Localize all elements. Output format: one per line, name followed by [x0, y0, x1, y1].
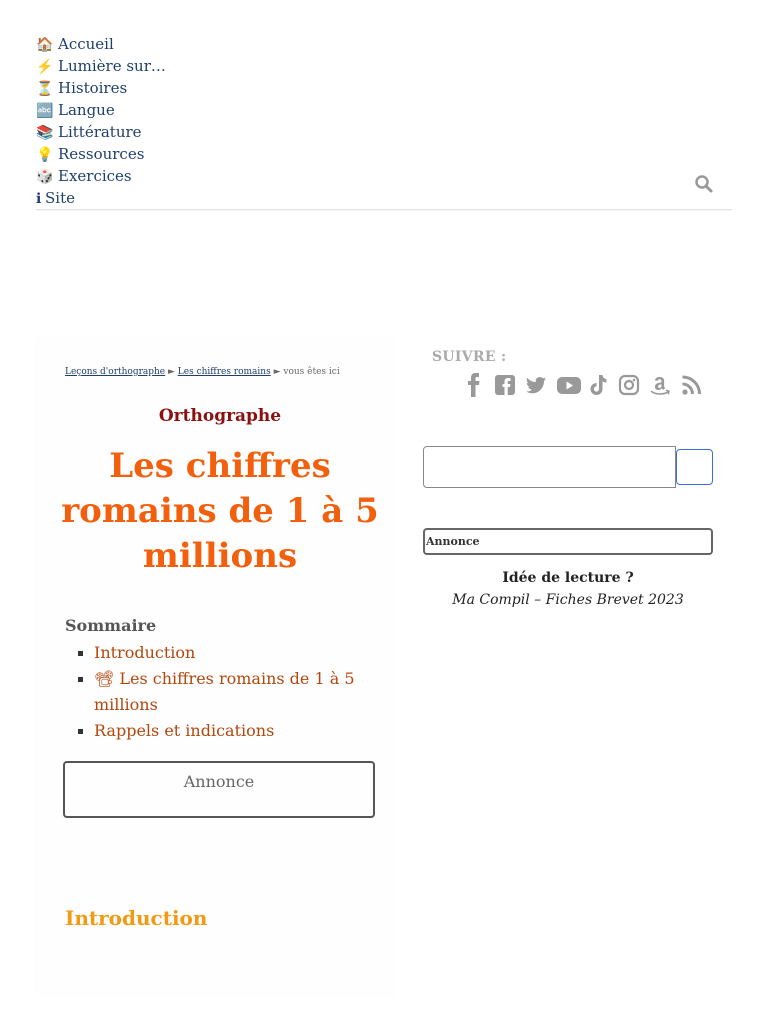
nav-item-histoires[interactable]: [36, 78, 732, 100]
social-links: [463, 373, 702, 397]
rss-icon[interactable]: [680, 373, 702, 397]
search-submit-button[interactable]: [676, 449, 713, 485]
toc-title: Sommaire: [65, 616, 157, 635]
nav-item-label: Langue: [58, 101, 115, 119]
toc-item-rappels[interactable]: Rappels et indications: [94, 718, 384, 744]
page-title: Les chiffres romains de 1 à 5 millions: [61, 446, 379, 576]
twitter-icon[interactable]: [525, 373, 547, 397]
nav-item-exercices[interactable]: [36, 166, 732, 188]
nav-item-site[interactable]: [36, 188, 732, 210]
toc-item-introduction[interactable]: Introduction: [94, 640, 384, 666]
nav-item-label: Lumière sur…: [58, 57, 166, 75]
nav-item-label: Exercices: [58, 167, 132, 185]
toc-item-chiffres-romains[interactable]: 📽 Les chiffres romains de 1 à 5 millions: [94, 666, 384, 718]
breadcrumb: [65, 367, 340, 377]
tiktok-icon[interactable]: [587, 373, 609, 397]
reading-idea-book[interactable]: Ma Compil – Fiches Brevet 2023: [452, 592, 684, 608]
amazon-icon[interactable]: [649, 373, 671, 397]
instagram-icon[interactable]: [618, 373, 640, 397]
article: [36, 336, 394, 996]
nav-item-label: Littérature: [58, 123, 142, 141]
youtube-icon[interactable]: [556, 373, 578, 397]
search-input[interactable]: [423, 446, 676, 488]
lightning-icon: ⚡: [36, 59, 54, 75]
info-icon: ℹ: [36, 191, 42, 207]
table-of-contents: [94, 640, 384, 744]
nav-item-label: Histoires: [58, 79, 128, 97]
nav-item-accueil[interactable]: [36, 34, 732, 56]
breadcrumb-current: vous êtes ici: [283, 367, 340, 377]
search-icon[interactable]: [694, 174, 714, 194]
home-icon: 🏠: [36, 37, 54, 53]
breadcrumb-link-chiffres[interactable]: Les chiffres romains: [177, 367, 271, 377]
books-icon: 📚: [36, 125, 54, 141]
follow-label: SUIVRE :: [432, 349, 507, 365]
nav-item-litterature[interactable]: [36, 122, 732, 144]
nav-item-label: Ressources: [58, 145, 145, 163]
main-navigation: [36, 34, 732, 210]
abc-icon: 🔤: [36, 103, 54, 119]
nav-item-label: Accueil: [58, 35, 114, 53]
nav-item-ressources[interactable]: [36, 144, 732, 166]
breadcrumb-separator: ►: [270, 367, 284, 377]
nav-item-label: Site: [45, 189, 75, 207]
breadcrumb-link-lecons[interactable]: Leçons d'orthographe: [65, 367, 166, 377]
sidebar-ad-label: Annonce: [426, 535, 480, 548]
ad-label: Annonce: [183, 772, 255, 791]
lightbulb-icon: 💡: [36, 147, 54, 163]
facebook-icon[interactable]: [463, 373, 485, 397]
dice-icon: 🎲: [36, 169, 54, 185]
section-heading-introduction: Introduction: [65, 906, 208, 930]
nav-item-langue[interactable]: [36, 100, 732, 122]
article-category[interactable]: Orthographe: [158, 406, 282, 426]
reading-idea-label: Idée de lecture ?: [502, 570, 634, 586]
nav-item-lumiere[interactable]: [36, 56, 732, 78]
hourglass-icon: ⏳: [36, 81, 54, 97]
sidebar-ad-box: [423, 528, 713, 555]
ad-box: [63, 761, 375, 818]
breadcrumb-separator: ►: [165, 367, 178, 377]
facebook-square-icon[interactable]: [494, 373, 516, 397]
